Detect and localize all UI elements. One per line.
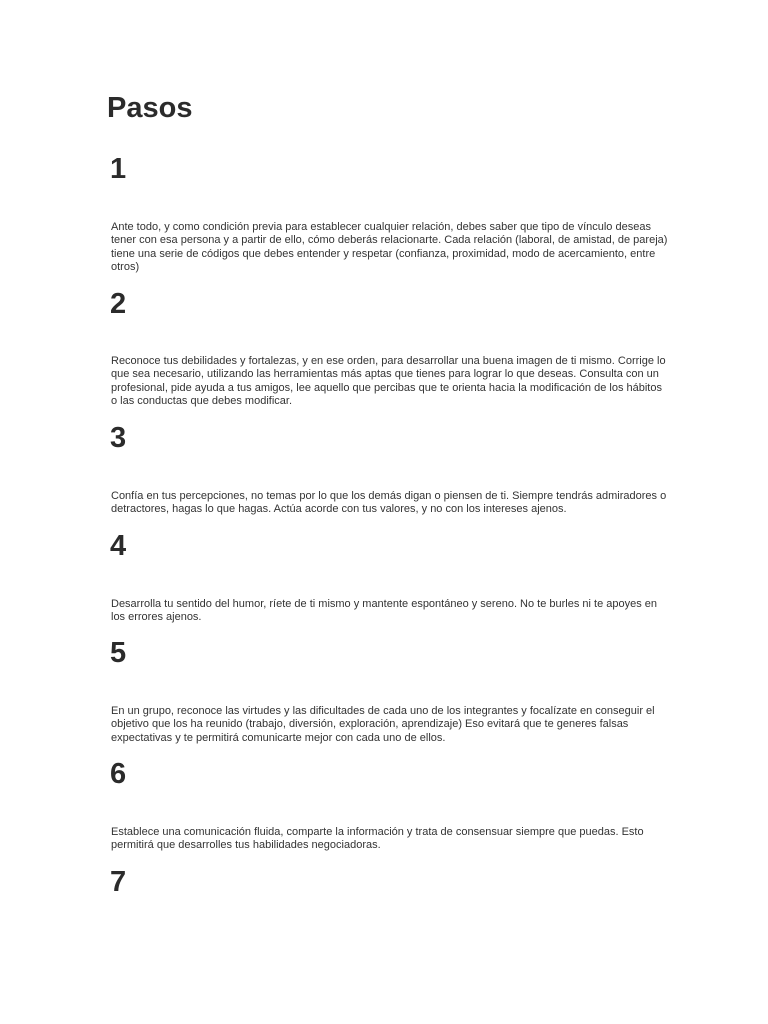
step-2-number: 2 bbox=[110, 288, 127, 320]
step-6-text: Establece una comunicación fluida, comparte la información y trata de consensuar siempre que puedas. Esto permitirá que desarrolles tus habilidades negociadoras. bbox=[111, 826, 644, 852]
step-2-text: Reconoce tus debilidades y fortalezas, y en ese orden, para desarrollar una buena imagen de ti mismo. Corrige lo que sea necesario, utilizando las herramientas más aptas que tienes para lograr lo que deseas. Consulta con un profesional, pide ayuda a tus amigos, lee aquello que percibas que te orienta hacia la modificación de los hábitos o las conductas que debes modificar. bbox=[111, 355, 666, 408]
step-4-number: 4 bbox=[110, 530, 127, 562]
step-1-text: Ante todo, y como condición previa para establecer cualquier relación, debes saber que tipo de vínculo deseas tener con esa persona y a partir de ello, cómo deberás relacionarte. Cada relación (laboral, de amistad, de pareja) tiene una serie de códigos que debes entender y respetar (confianza, proximidad, modo de acercamiento, entre otros) bbox=[111, 221, 668, 274]
step-7-number: 7 bbox=[110, 866, 127, 898]
page-title: Pasos bbox=[107, 92, 193, 124]
step-5-number: 5 bbox=[110, 637, 127, 669]
step-5-text: En un grupo, reconoce las virtudes y las dificultades de cada uno de los integrantes y focalízate en conseguir el objetivo que los ha reunido (trabajo, diversión, exploración, aprendizaje) Eso evitará que te generes falsas expectativas y te permitirá comunicarte mejor con cada uno de ellos. bbox=[111, 705, 655, 744]
step-3-number: 3 bbox=[110, 422, 127, 454]
step-3-text: Confía en tus percepciones, no temas por lo que los demás digan o piensen de ti. Siempre tendrás admiradores o detractores, hagas lo que hagas. Actúa acorde con tus valores, y no con los intereses ajenos. bbox=[111, 490, 667, 516]
step-6-number: 6 bbox=[110, 758, 127, 790]
step-1-number: 1 bbox=[110, 153, 127, 185]
step-4-text: Desarrolla tu sentido del humor, ríete de ti mismo y mantente espontáneo y sereno. No te burles ni te apoyes en los errores ajenos. bbox=[111, 598, 658, 624]
